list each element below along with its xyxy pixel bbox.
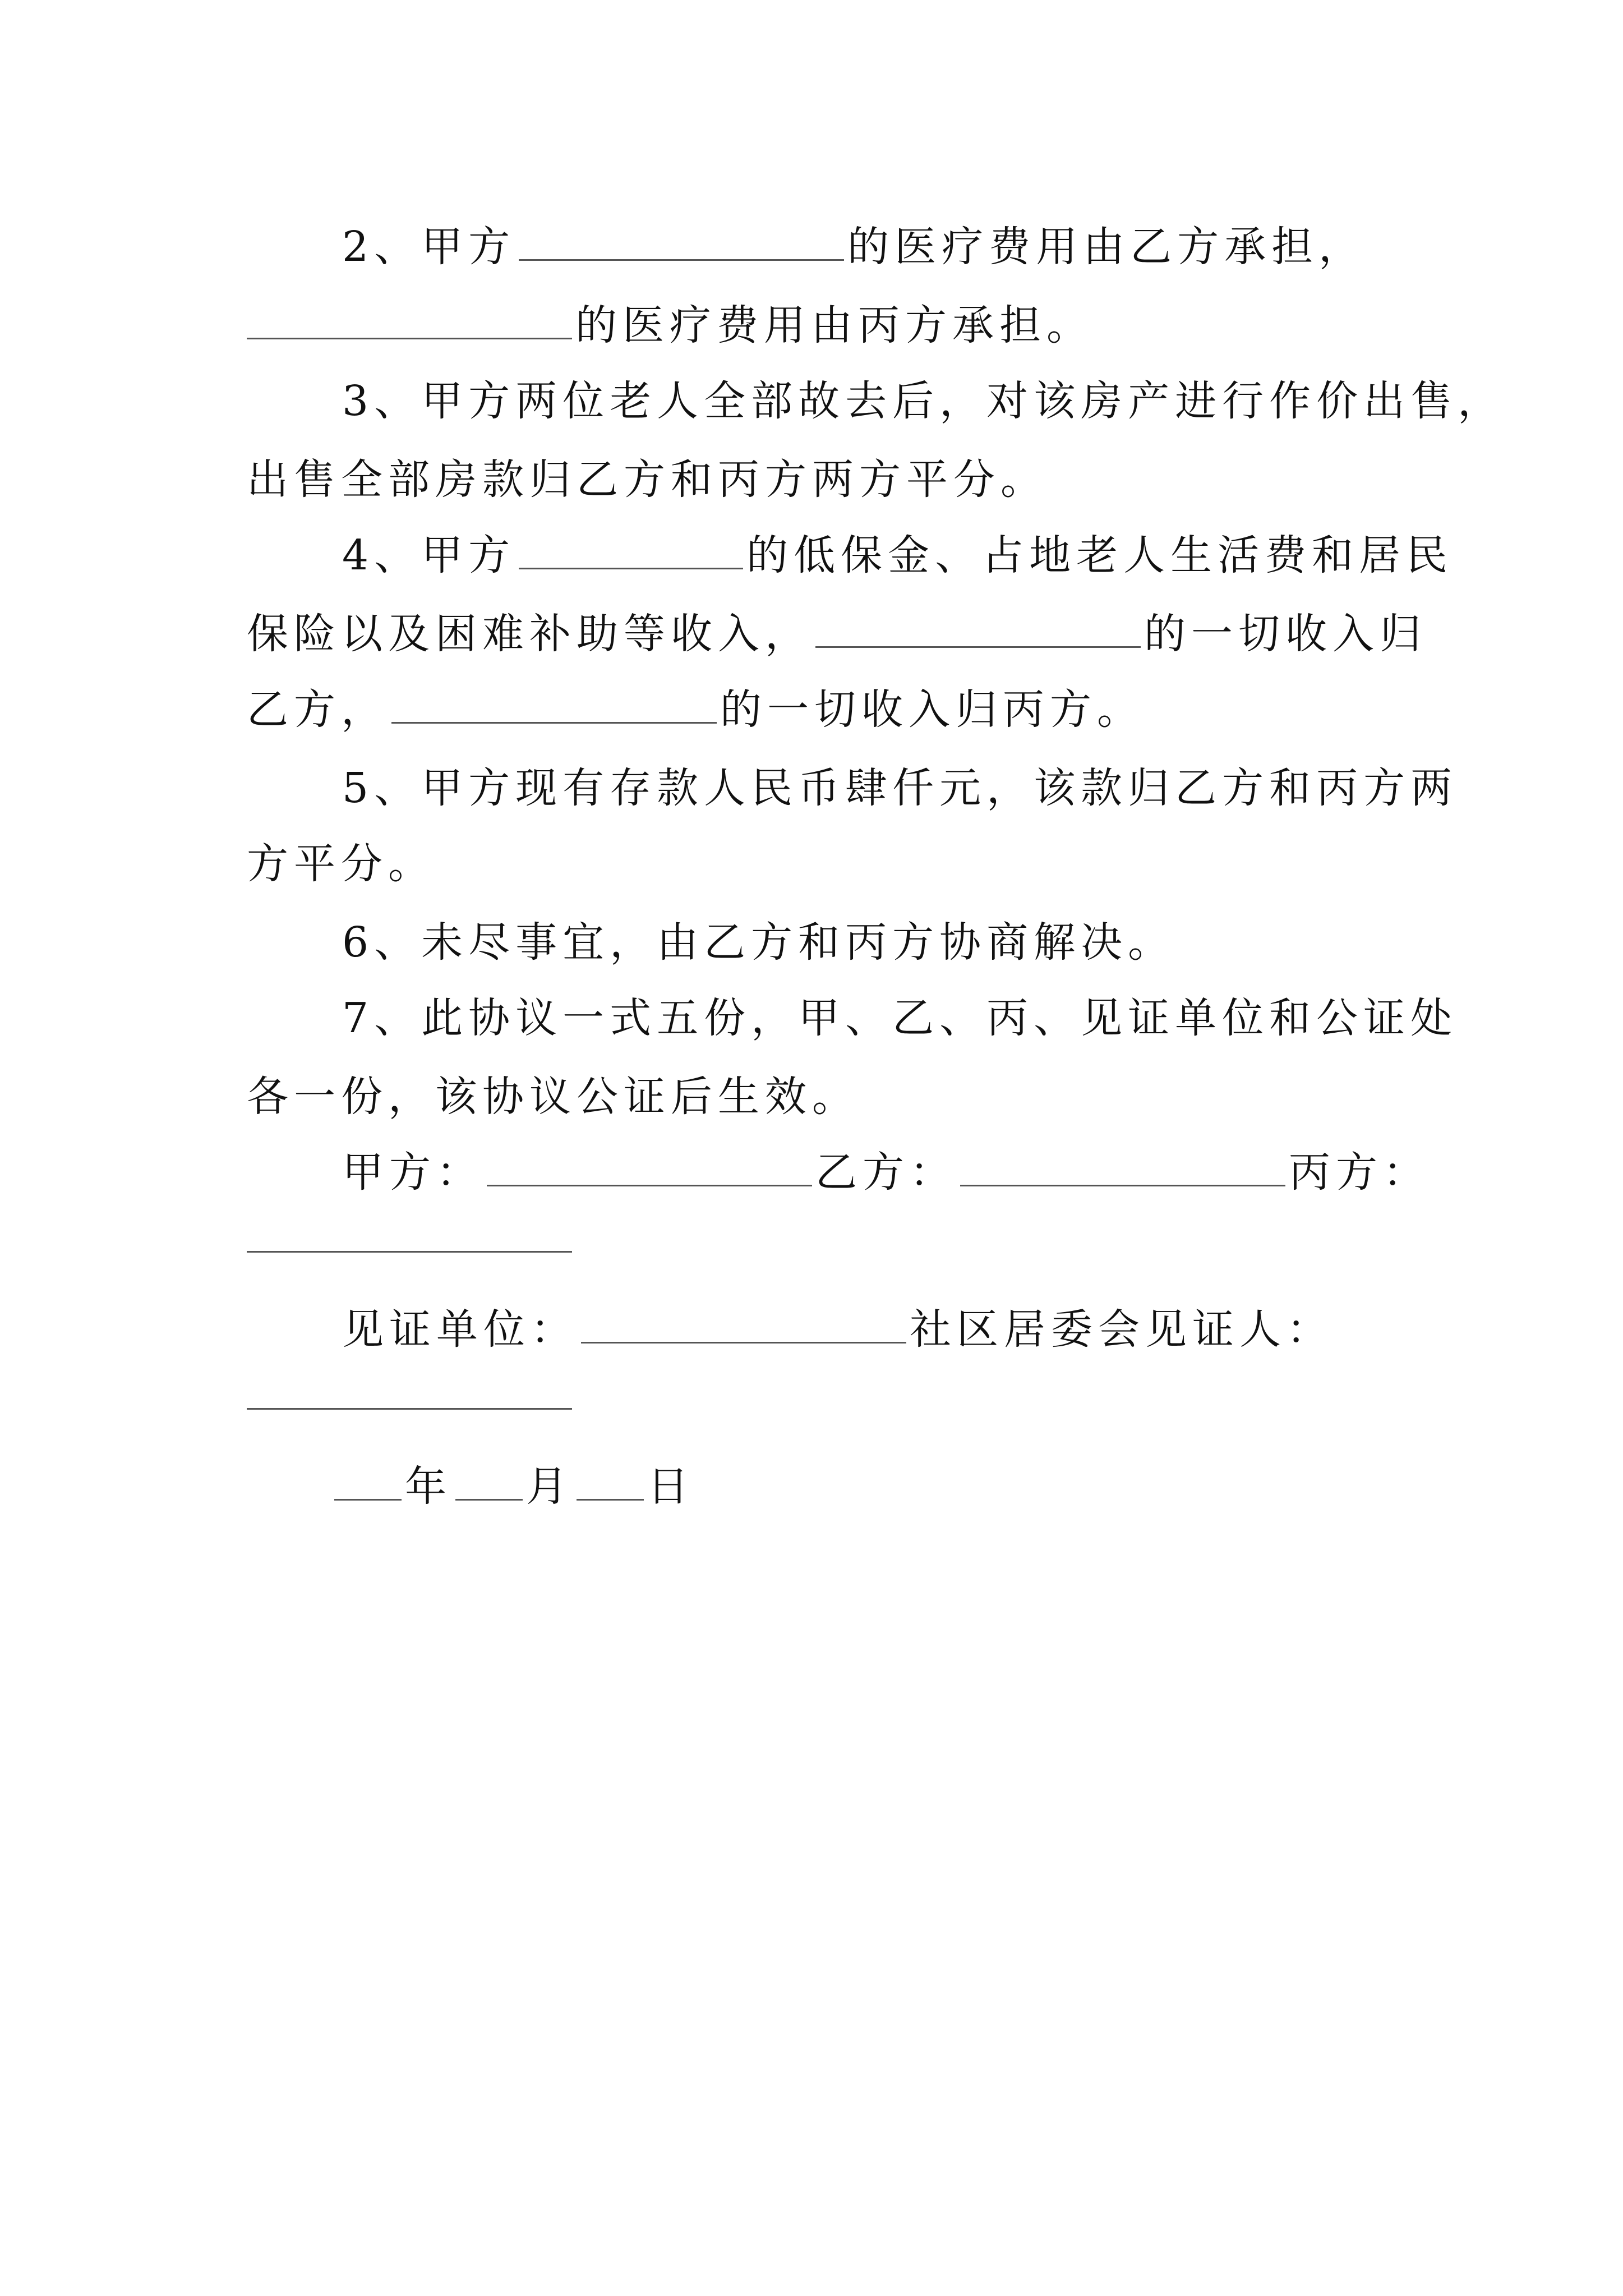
clause-2-text-2: 的医疗费用由丙方承担。: [575, 301, 1094, 349]
clause-4-text-3: 的一切收入归: [1144, 610, 1427, 658]
blank-field[interactable]: [519, 255, 844, 261]
clause-3-line-1: 3、甲方两位老人全部故去后，对该房产进行作价出售，: [342, 377, 1505, 425]
blank-field[interactable]: [519, 563, 743, 569]
signature-line-witness: [247, 1296, 1486, 1363]
clause-3-line-2: 出售全部房款归乙方和丙方两方平分。: [247, 455, 1048, 504]
clause-7-line-1: 7、此协议一式五份，甲、乙、丙、见证单位和公证处: [342, 994, 1458, 1042]
party-a-signature-field[interactable]: [487, 1180, 812, 1186]
party-b-signature-field[interactable]: [960, 1180, 1285, 1186]
clause-4-text: 的低保金、占地老人生活费和居民: [746, 531, 1454, 579]
clause-5-line-1: 5、甲方现有存款人民币肆仟元，该款归乙方和丙方两: [342, 764, 1458, 812]
blank-field[interactable]: [815, 642, 1141, 648]
clause-4-text-4: 乙方，: [247, 685, 388, 734]
year-field[interactable]: [334, 1494, 402, 1501]
month-field[interactable]: [455, 1494, 523, 1501]
blank-field[interactable]: [247, 333, 572, 339]
clause-4-line-2: [247, 600, 1427, 668]
witness-person-field[interactable]: [247, 1408, 572, 1410]
clause-2-line-2: [247, 292, 1391, 359]
clause-5-line-2: 方平分。: [247, 840, 435, 888]
year-label: 年: [405, 1462, 452, 1511]
date-line: [247, 1453, 1475, 1520]
clause-6-line-1: 6、未尽事宜，由乙方和丙方协商解决。: [342, 918, 1175, 967]
clause-7-line-2: 各一份，该协议公证后生效。: [247, 1073, 859, 1121]
blank-field[interactable]: [391, 717, 717, 724]
witness-unit-field[interactable]: [581, 1337, 906, 1343]
day-label: 日: [647, 1462, 694, 1511]
witness-person-label: 社区居委会见证人：: [910, 1305, 1334, 1354]
clause-4-text-5: 的一切收入归丙方。: [720, 685, 1144, 734]
party-c-signature-field[interactable]: [247, 1251, 572, 1253]
clause-2-prefix: 2、甲方: [342, 223, 516, 271]
day-field[interactable]: [577, 1494, 644, 1501]
clause-4-line-3: [247, 676, 1391, 743]
clause-4-text-2: 保险以及困难补助等收入，: [247, 610, 812, 658]
party-c-label: 丙方：: [1289, 1148, 1430, 1197]
witness-unit-label: 见证单位：: [342, 1305, 578, 1354]
party-b-label: 乙方：: [815, 1148, 957, 1197]
month-label: 月: [526, 1462, 573, 1511]
clause-2-text: 的医疗费用由乙方承担，: [847, 223, 1366, 271]
signature-line-parties: [247, 1139, 1486, 1206]
clause-4-prefix: 4、甲方: [342, 531, 516, 579]
party-a-label: 甲方：: [342, 1148, 483, 1197]
clause-4-line-1: [247, 522, 1486, 589]
clause-2-line-1: [247, 213, 1486, 280]
